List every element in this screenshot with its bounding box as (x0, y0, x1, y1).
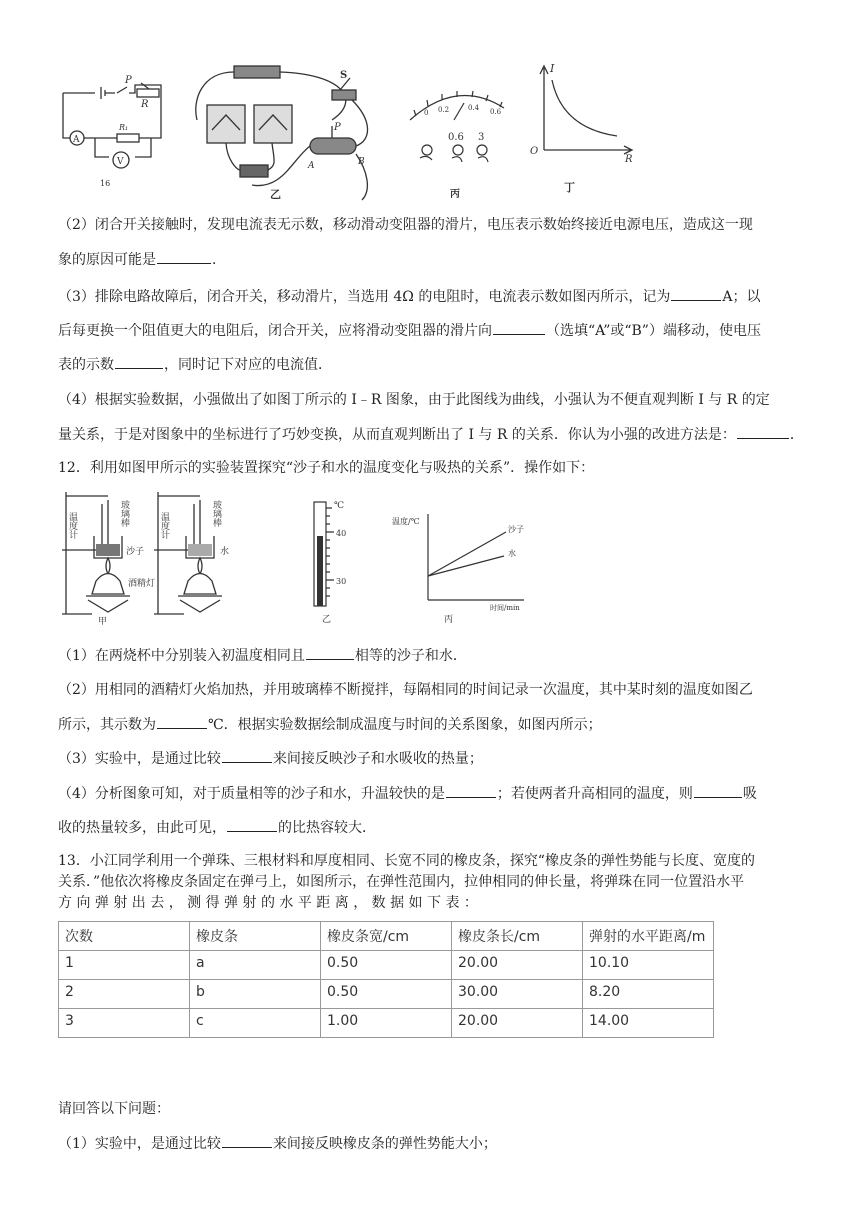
label-water: 水 (220, 547, 230, 557)
terminal-0-6: 0.6 (448, 132, 464, 143)
label-r: R (141, 99, 149, 110)
q12-p4-text-a: （4）分析图象可知，对于质量相等的沙子和水，升温较快的是 (58, 786, 445, 802)
tick-0-4: 0.4 (468, 104, 480, 112)
q13-p1-text-b: 来间接反映橡皮条的弹性势能大小； (272, 1136, 497, 1152)
q12-p3-text-b: 来间接反映沙子和水吸收的热量； (272, 751, 483, 767)
q11-p4-line2 (58, 424, 804, 445)
thermometer-unit: ℃ (334, 501, 345, 511)
tick-0-6: 0.6 (490, 108, 502, 116)
table-header: 次数 (59, 922, 190, 951)
table-cell: 14.00 (583, 1009, 714, 1038)
q11-p3-text-c: 后每更换一个阻值更大的电阻后，闭合开关，应将滑动变阻器的滑片向 (58, 323, 492, 339)
figure-temp-graph-bing (384, 504, 534, 624)
q13-ask: 请回答以下问题： (58, 1101, 170, 1117)
table-cell: 10.10 (583, 951, 714, 980)
table-cell: 1.00 (321, 1009, 452, 1038)
table-cell: b (190, 980, 321, 1009)
caption-yi: 乙 (270, 188, 281, 201)
q11-p2-line1: （2）闭合开关接触时，发现电流表无示数，移动滑动变阻器的滑片，电压表示数始终接近电源电压，造成这一现 (58, 217, 753, 233)
q12-p4-line2 (58, 817, 376, 838)
label-a: A (308, 161, 315, 171)
answer-blank (737, 424, 789, 439)
table-cell: 1 (59, 951, 190, 980)
y-axis-label: 温度/℃ (392, 517, 420, 526)
figure-apparatus-jia (58, 486, 258, 626)
q13-line3: 方 向 弹 射 出 去 ， 测 得 弹 射 的 水 平 距 离 ， 数 据 如 下 表 ： (58, 895, 478, 911)
answer-blank (227, 817, 277, 832)
q11-p3-text-a: （3）排除电路故障后，闭合开关，移动滑片，当选用 4Ω 的电阻时，电流表示数如图丙所示，记为 (58, 289, 671, 305)
data-table (58, 921, 714, 1038)
table-row (59, 980, 714, 1009)
q12-p2-line2 (58, 714, 602, 735)
answer-blank (671, 286, 721, 301)
table-cell: 3 (59, 1009, 190, 1038)
caption-bing-12: 丙 (444, 615, 454, 624)
table-cell: 0.50 (321, 951, 452, 980)
caption-ding: 丁 (564, 181, 575, 194)
figure-graph-ding (522, 58, 642, 198)
q11-p3-line2 (58, 320, 761, 341)
q11-p3-text-e: 表的示数 (58, 357, 114, 373)
label-rx: R₁ (119, 123, 129, 132)
x-axis-label: 时间/min (490, 604, 520, 612)
thermometer-scale (296, 496, 356, 626)
q12-p1-text-a: （1）在两烧杯中分别装入初温度相同且 (58, 648, 305, 664)
line-label-sand: 沙子 (508, 525, 524, 534)
table-header: 橡皮条 (190, 922, 321, 951)
q11-p4-text-a: 量关系，于是对图象中的坐标进行了巧妙变换，从而直观判断出了 I 与 R 的关系．你认为小强的改进方法是： (58, 427, 736, 443)
answer-blank (115, 354, 163, 369)
answer-blank (222, 1133, 272, 1148)
q11-p3-text-f: ，同时记下对应的电流值． (164, 357, 332, 373)
q11-p2-end: ． (212, 252, 226, 268)
caption-bing: 丙 (450, 189, 460, 200)
answer-blank (306, 645, 354, 660)
table-cell: 0.50 (321, 980, 452, 1009)
table-cell: a (190, 951, 321, 980)
axis-i: I (550, 62, 555, 75)
heating-apparatus (58, 486, 258, 626)
q12-p1 (58, 645, 467, 666)
svg-text:A: A (73, 135, 80, 145)
q12-p1-text-b: 相等的沙子和水． (354, 648, 467, 664)
q11-p4-text-b: ． (789, 427, 804, 443)
physical-circuit (182, 60, 392, 205)
table-cell: 20.00 (452, 951, 583, 980)
terminal-3: 3 (478, 132, 485, 143)
q12-p4-text-c: 吸 (742, 786, 757, 802)
svg-text:V: V (117, 157, 124, 167)
ammeter-dial (402, 80, 512, 202)
tick-40: 40 (336, 529, 347, 538)
table-header: 橡皮条长/cm (452, 922, 583, 951)
answer-blank (694, 783, 742, 798)
label-lamp: 酒精灯 (128, 579, 156, 589)
table-row (59, 951, 714, 980)
caption-yi-12: 乙 (322, 615, 332, 625)
figure-circuit-jia (55, 75, 165, 195)
tick-0: 0 (424, 109, 429, 117)
label-glass-rod-2: 玻璃棒 (211, 500, 221, 527)
label-b: B (358, 157, 365, 167)
q12-p4-text-e: 的比热容较大． (278, 820, 376, 836)
q11-p3-text-d: （选填“A”或“B”）端移动，使电压 (546, 323, 761, 339)
q11-p2-line2 (58, 249, 226, 270)
table-header: 橡皮条宽/cm (321, 922, 452, 951)
q12-p4-text-d: 收的热量较多，由此可见， (58, 820, 226, 836)
table-header: 弹射的水平距离/m (583, 922, 714, 951)
table-cell: c (190, 1009, 321, 1038)
i-r-graph (522, 58, 642, 198)
label-p2: P (334, 122, 341, 133)
figure-ammeter-bing (402, 80, 512, 202)
answer-blank (157, 714, 207, 729)
q11-p4-line1: （4）根据实验数据，小强做出了如图丁所示的 I﹣R 图象，由于此图线为曲线，小强认为不便直观判断 I 与 R 的定 (58, 392, 770, 408)
q11-p2-text: 象的原因可能是 (58, 252, 156, 268)
axis-o: O (530, 146, 539, 157)
axis-r: R (625, 154, 633, 165)
q12-title: 12．利用如图甲所示的实验装置探究“沙子和水的温度变化与吸热的关系”．操作如下： (58, 460, 595, 476)
q11-p3-text-b: A；以 (722, 289, 761, 305)
figure-physical-circuit-yi (182, 60, 392, 205)
label-s: S (340, 70, 348, 81)
line-label-water: 水 (508, 549, 516, 558)
label-p: P (125, 75, 132, 86)
caption-jia-12: 甲 (98, 617, 108, 626)
answer-blank (157, 249, 211, 264)
figure-thermometer-yi (296, 496, 356, 626)
answer-blank (222, 748, 272, 763)
table-cell: 20.00 (452, 1009, 583, 1038)
q12-p2-text-b: ℃．根据实验数据绘制成温度与时间的关系图象，如图丙所示； (208, 717, 602, 733)
q13-p1 (58, 1133, 497, 1154)
q13-p1-text-a: （1）实验中，是通过比较 (58, 1136, 221, 1152)
table-cell: 30.00 (452, 980, 583, 1009)
answer-blank (493, 320, 545, 335)
label-glass-rod-1: 玻璃棒 (119, 500, 129, 527)
q11-p3-line3 (58, 354, 332, 375)
label-thermometer-1: 温度计 (67, 512, 77, 539)
q12-p4-line1 (58, 783, 757, 804)
table-header-row (59, 922, 714, 951)
circuit-diagram (55, 75, 165, 195)
q12-p3-text-a: （3）实验中，是通过比较 (58, 751, 221, 767)
table-cell: 2 (59, 980, 190, 1009)
tick-30: 30 (336, 577, 347, 586)
q12-p3 (58, 748, 483, 769)
table-cell: 8.20 (583, 980, 714, 1009)
label-thermometer-2: 温度计 (159, 512, 169, 539)
q12-p2-text-a: 所示，其示数为 (58, 717, 156, 733)
q11-p3-line1 (58, 286, 760, 307)
q12-p4-text-b: ；若使两者升高相同的温度，则 (496, 786, 693, 802)
caption-jia: 16 (100, 179, 111, 188)
answer-blank (446, 783, 496, 798)
q12-p2-line1: （2）用相同的酒精灯火焰加热，并用玻璃棒不断搅拌，每隔相同的时间记录一次温度，其中某时刻的温度如图乙 (58, 682, 753, 698)
tick-0-2: 0.2 (438, 106, 450, 114)
temperature-time-graph (384, 504, 534, 624)
q13-line1: 13．小江同学利用一个弹珠、三根材料和厚度相同、长宽不同的橡皮条，探究“橡皮条的弹性势能与长度、宽度的 (58, 853, 755, 869)
label-sand: 沙子 (126, 547, 145, 557)
q13-line2: 关系．”他依次将橡皮条固定在弹弓上，如图所示，在弹性范围内，拉伸相同的伸长量，将弹珠在同一位置沿水平 (58, 874, 745, 890)
table-row (59, 1009, 714, 1038)
